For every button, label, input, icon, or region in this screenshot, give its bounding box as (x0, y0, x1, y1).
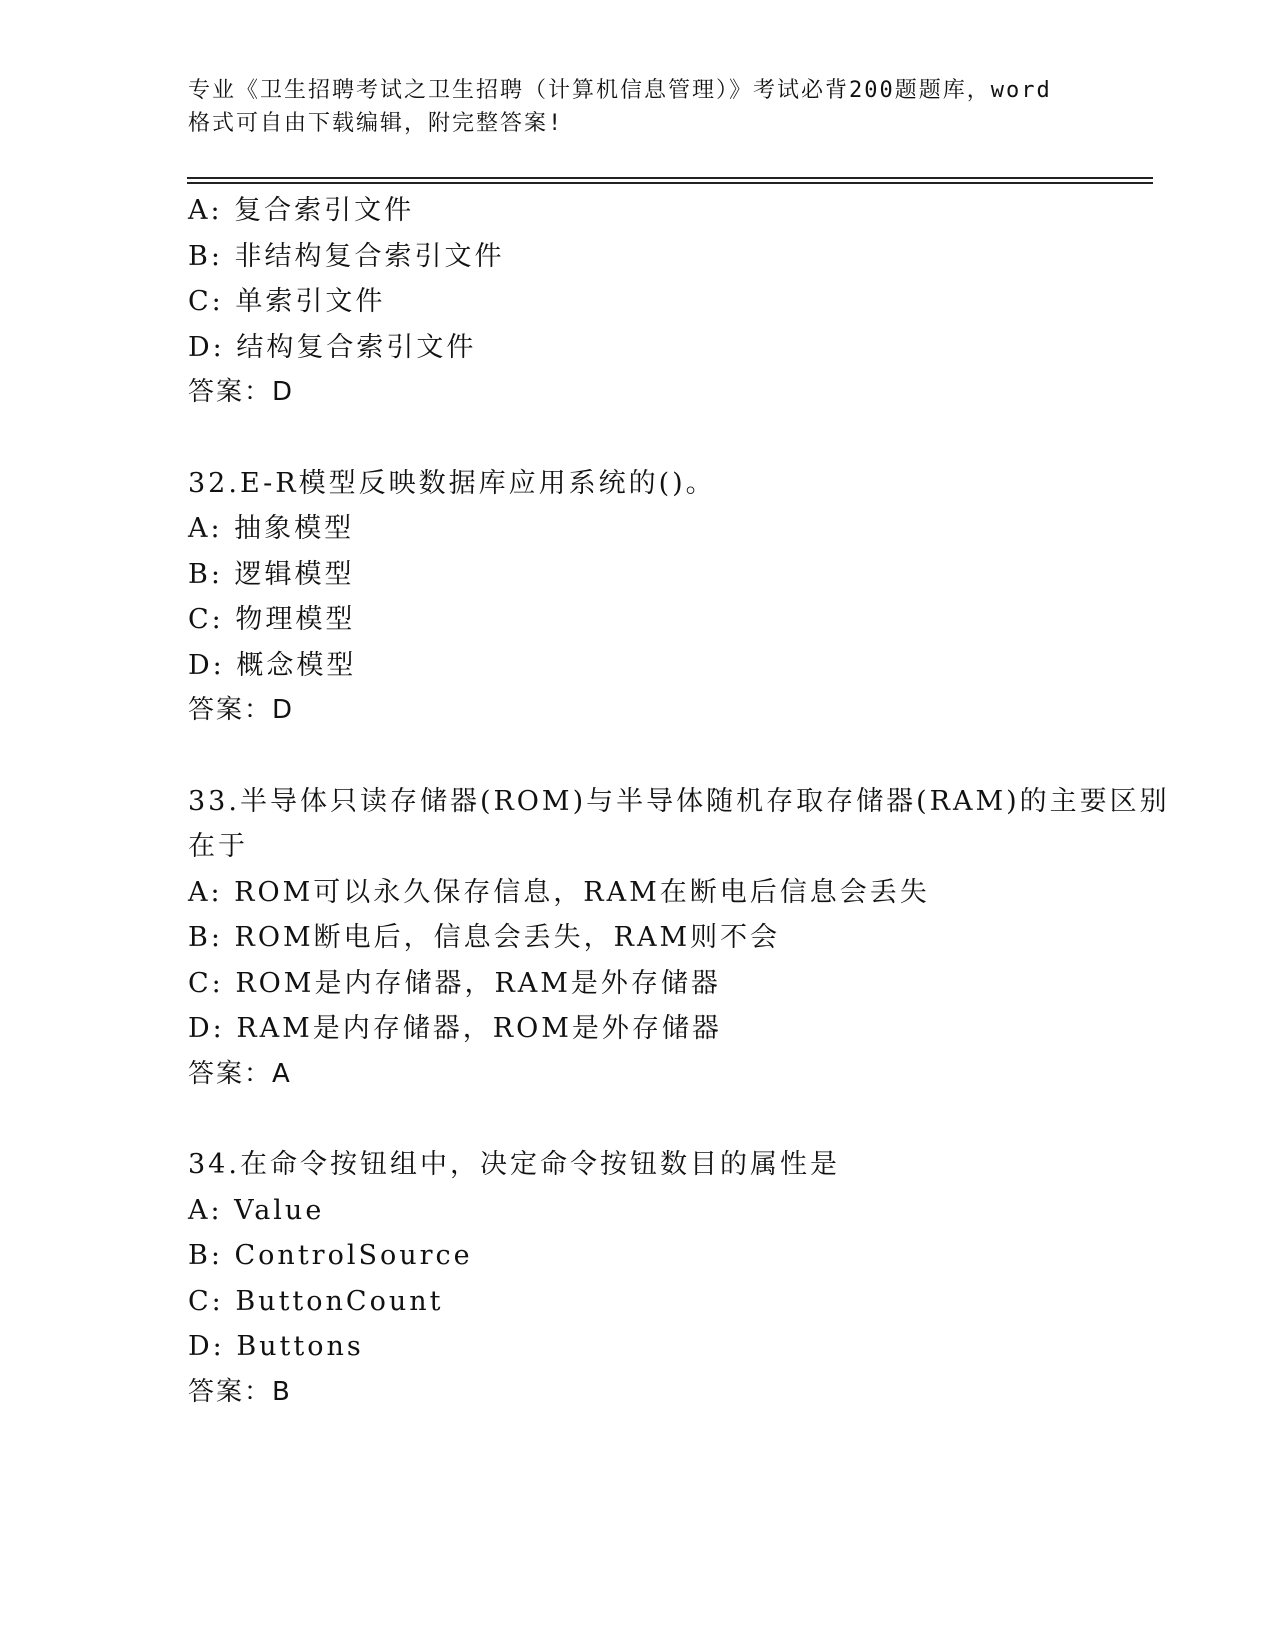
option-a: A: Value (188, 1194, 325, 1226)
question-text-line-2: 在于 (188, 831, 248, 862)
question-33 (188, 779, 1170, 1098)
option-c: C: ROM是内存储器，RAM是外存储器 (188, 967, 721, 999)
option-d: D: 结构复合索引文件 (188, 331, 477, 363)
option-b: B: ControlSource (188, 1240, 473, 1271)
section-gap (188, 1097, 1128, 1142)
answer-label: 答案：D (188, 377, 295, 407)
answer-label: 答案：B (188, 1376, 292, 1407)
document-header (188, 74, 1088, 140)
option-d: D: Buttons (188, 1331, 364, 1362)
option-a: A: 复合索引文件 (188, 195, 415, 226)
question-32 (188, 461, 1128, 734)
option-b: B: 逻辑模型 (188, 558, 355, 590)
question-text: 32.E-R模型反映数据库应用系统的()。 (188, 467, 716, 499)
question-34 (188, 1142, 1128, 1415)
option-c: C: ButtonCount (188, 1285, 444, 1317)
header-divider-bottom (187, 182, 1153, 184)
option-d: D: 概念模型 (188, 649, 357, 681)
header-line-1: 专业《卫生招聘考试之卫生招聘（计算机信息管理）》考试必背200题题库，word (188, 78, 1052, 103)
option-b: B: 非结构复合索引文件 (188, 240, 505, 272)
option-b: B: ROM断电后，信息会丢失，RAM则不会 (188, 922, 781, 953)
option-c: C: 单索引文件 (188, 286, 386, 317)
question-31 (188, 188, 1128, 416)
option-c: C: 物理模型 (188, 604, 356, 635)
question-text-line-1: 33.半导体只读存储器(ROM)与半导体随机存取存储器(RAM)的主要区别 (188, 785, 1170, 817)
section-gap (188, 416, 1128, 461)
answer-label: 答案：A (188, 1058, 292, 1089)
option-d: D: RAM是内存储器，ROM是外存储器 (188, 1013, 722, 1044)
question-list (188, 188, 1170, 1415)
header-line-2: 格式可自由下载编辑，附完整答案! (188, 111, 564, 136)
header-divider-top (187, 177, 1153, 179)
question-text: 34.在命令按钮组中，决定命令按钮数目的属性是 (188, 1149, 840, 1180)
answer-label: 答案：D (188, 695, 295, 725)
option-a: A: 抽象模型 (188, 513, 355, 544)
section-gap (188, 734, 1128, 779)
option-a: A: ROM可以永久保存信息，RAM在断电后信息会丢失 (188, 876, 930, 908)
